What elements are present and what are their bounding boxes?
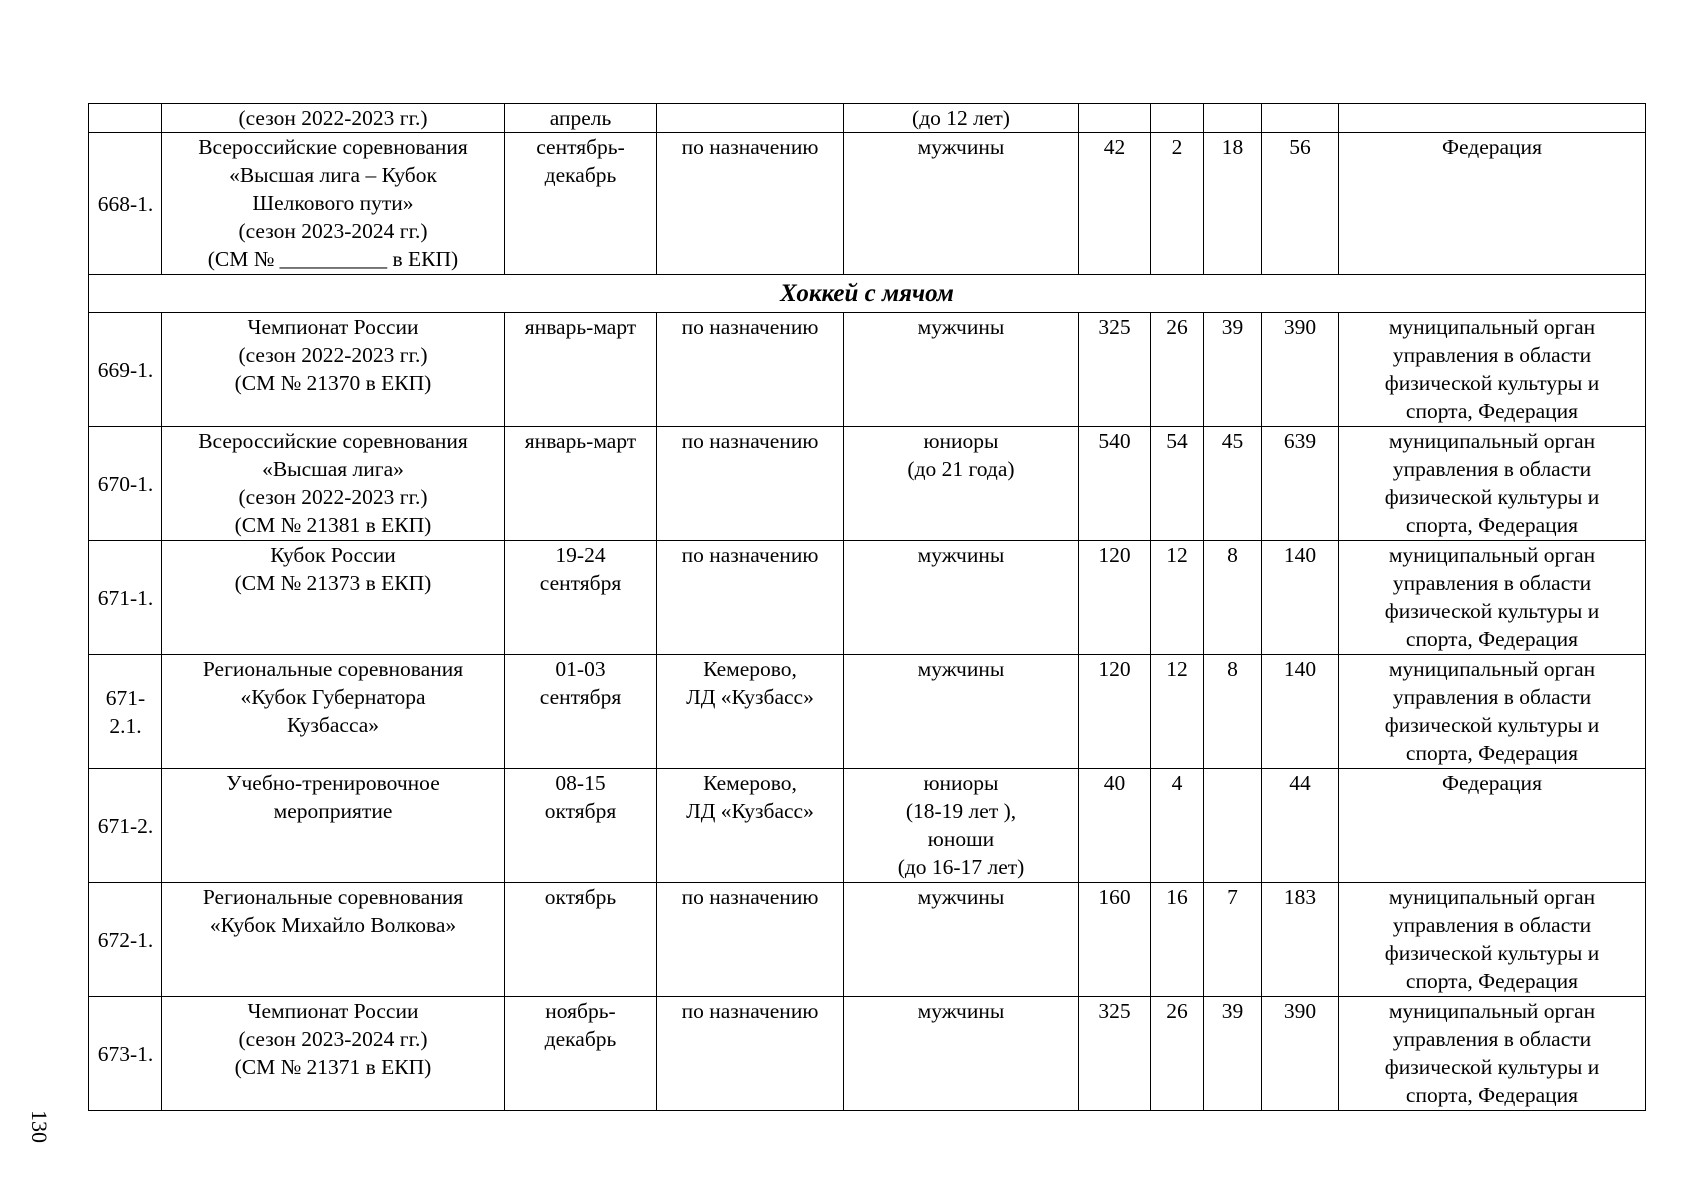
count-cell-c4: 390 — [1262, 313, 1339, 427]
cell-line: сентября — [539, 685, 622, 709]
count-cell-c1: 540 — [1079, 427, 1151, 541]
cell-line: юноши — [927, 827, 995, 851]
count-cell-c4: 44 — [1262, 769, 1339, 883]
cell-line: по назначению — [681, 543, 819, 567]
cell-line: Кузбасса» — [286, 713, 380, 737]
cell-line: «Кубок Михайло Волкова» — [209, 913, 457, 937]
count-cell-c1: 160 — [1079, 883, 1151, 997]
cell-line: (сезон 2022-2023 гг.) — [238, 106, 428, 130]
row-number: 671-1. — [89, 541, 162, 655]
participants-cell — [844, 313, 1079, 427]
place-cell — [657, 104, 844, 133]
cell-line: муниципальный орган — [1388, 543, 1596, 567]
cell-line: Кубок России — [270, 543, 396, 567]
cell-line: сентября — [539, 571, 622, 595]
row-number: 672-1. — [89, 883, 162, 997]
cell-line: октября — [544, 799, 617, 823]
participants-cell — [844, 997, 1079, 1111]
cell-line: муниципальный орган — [1388, 429, 1596, 453]
cell-line: «Кубок Губернатора — [240, 685, 426, 709]
organizer-cell — [1339, 541, 1646, 655]
count-cell-c3: 8 — [1204, 541, 1262, 655]
count-cell-c2: 26 — [1151, 313, 1204, 427]
row-number: 671-2. — [89, 769, 162, 883]
count-cell-c1: 325 — [1079, 313, 1151, 427]
cell-line: Учебно-тренировочное — [226, 771, 440, 795]
cell-line: спорта, Федерация — [1405, 1083, 1579, 1107]
cell-line: юниоры — [923, 771, 999, 795]
organizer-cell — [1339, 883, 1646, 997]
cell-line: муниципальный орган — [1388, 657, 1596, 681]
cell-line: мужчины — [917, 135, 1005, 159]
participants-cell — [844, 427, 1079, 541]
count-cell-c3: 45 — [1204, 427, 1262, 541]
table-row — [89, 541, 1646, 655]
cell-line: январь-март — [524, 315, 637, 339]
cell-line: по назначению — [681, 429, 819, 453]
cell-line: спорта, Федерация — [1405, 513, 1579, 537]
events-table — [88, 103, 1646, 1111]
cell-line: муниципальный орган — [1388, 885, 1596, 909]
count-cell-c4: 140 — [1262, 541, 1339, 655]
cell-line: апрель — [549, 106, 612, 130]
organizer-cell — [1339, 133, 1646, 275]
place-cell — [657, 133, 844, 275]
cell-line: 19-24 — [555, 543, 606, 567]
date-cell — [505, 427, 657, 541]
participants-cell — [844, 883, 1079, 997]
cell-line: (СМ № 21373 в ЕКП) — [234, 571, 432, 595]
cell-line: спорта, Федерация — [1405, 969, 1579, 993]
event-name-cell — [162, 313, 505, 427]
cell-line: Региональные соревнования — [202, 657, 464, 681]
place-cell — [657, 427, 844, 541]
cell-line: физической культуры и — [1384, 1055, 1600, 1079]
cell-line: управления в области — [1392, 1027, 1592, 1051]
cell-line: юниоры — [923, 429, 999, 453]
cell-line: Чемпионат России — [247, 999, 419, 1023]
count-cell-c2: 26 — [1151, 997, 1204, 1111]
cell-line: (СМ № 21371 в ЕКП) — [234, 1055, 432, 1079]
date-cell — [505, 997, 657, 1111]
count-cell-c3: 8 — [1204, 655, 1262, 769]
date-cell — [505, 541, 657, 655]
date-cell — [505, 313, 657, 427]
event-name-cell — [162, 541, 505, 655]
count-cell-c2: 16 — [1151, 883, 1204, 997]
cell-line: ЛД «Кузбасс» — [686, 799, 814, 823]
event-name-cell — [162, 997, 505, 1111]
cell-line: декабрь — [544, 163, 617, 187]
count-cell-c2: 54 — [1151, 427, 1204, 541]
count-cell-c4: 56 — [1262, 133, 1339, 275]
cell-line: ЛД «Кузбасс» — [686, 685, 814, 709]
cell-line: (СМ № 21381 в ЕКП) — [234, 513, 432, 537]
cell-line: (СМ № 21370 в ЕКП) — [234, 371, 432, 395]
count-cell-c1: 42 — [1079, 133, 1151, 275]
count-cell-c1: 325 — [1079, 997, 1151, 1111]
cell-line: мужчины — [917, 315, 1005, 339]
cell-line: (до 12 лет) — [912, 106, 1010, 130]
count-cell-c3: 7 — [1204, 883, 1262, 997]
cell-line: Федерация — [1442, 135, 1542, 159]
count-cell-c4: 183 — [1262, 883, 1339, 997]
count-cell-c2: 12 — [1151, 541, 1204, 655]
section-title: Хоккей с мячом — [89, 275, 1646, 313]
cell-line: (18-19 лет ), — [905, 799, 1017, 823]
cell-line: физической культуры и — [1384, 941, 1600, 965]
event-name-cell — [162, 769, 505, 883]
cell-line: (до 21 года) — [907, 457, 1015, 481]
table-row — [89, 427, 1646, 541]
count-cell-c2: 12 — [1151, 655, 1204, 769]
date-cell — [505, 769, 657, 883]
count-cell-c4: 390 — [1262, 997, 1339, 1111]
place-cell — [657, 883, 844, 997]
cell-line: по назначению — [681, 885, 819, 909]
cell-line: Всероссийские соревнования — [198, 135, 468, 159]
cell-line: (СМ № __________ в ЕКП) — [207, 247, 459, 271]
event-name-cell — [162, 655, 505, 769]
cell-line: физической культуры и — [1384, 599, 1600, 623]
date-cell — [505, 104, 657, 133]
cell-line: мужчины — [917, 999, 1005, 1023]
count-cell-c3: 39 — [1204, 997, 1262, 1111]
place-cell — [657, 997, 844, 1111]
count-cell-c3: 39 — [1204, 313, 1262, 427]
cell-line: управления в области — [1392, 457, 1592, 481]
table-row — [89, 769, 1646, 883]
cell-line: мероприятие — [273, 799, 393, 823]
date-cell — [505, 655, 657, 769]
cell-line: Федерация — [1442, 771, 1542, 795]
organizer-cell — [1339, 313, 1646, 427]
event-name-cell — [162, 883, 505, 997]
organizer-cell — [1339, 104, 1646, 133]
cell-line: «Высшая лига» — [262, 457, 404, 481]
participants-cell — [844, 769, 1079, 883]
organizer-cell — [1339, 655, 1646, 769]
table-row — [89, 655, 1646, 769]
row-number: 668-1. — [89, 133, 162, 275]
cell-line: январь-март — [524, 429, 637, 453]
cell-line: Шелкового пути» — [252, 191, 414, 215]
cell-line: мужчины — [917, 885, 1005, 909]
count-cell-c3 — [1204, 769, 1262, 883]
participants-cell — [844, 655, 1079, 769]
count-cell-c1 — [1079, 104, 1151, 133]
count-cell-c2: 2 — [1151, 133, 1204, 275]
place-cell — [657, 769, 844, 883]
cell-line: «Высшая лига – Кубок — [229, 163, 437, 187]
cell-line: по назначению — [681, 315, 819, 339]
date-cell — [505, 883, 657, 997]
cell-line: управления в области — [1392, 685, 1592, 709]
organizer-cell — [1339, 427, 1646, 541]
section-row — [89, 275, 1646, 313]
cell-line: Региональные соревнования — [202, 885, 464, 909]
cell-line: физической культуры и — [1384, 371, 1600, 395]
cell-line: по назначению — [681, 999, 819, 1023]
cell-line: октябрь — [544, 885, 617, 909]
page-number: 130 — [27, 1110, 52, 1143]
event-name-cell — [162, 104, 505, 133]
cell-line: (сезон 2022-2023 гг.) — [238, 343, 428, 367]
cell-line: муниципальный орган — [1388, 999, 1596, 1023]
cell-line: 08-15 — [555, 771, 606, 795]
participants-cell — [844, 541, 1079, 655]
count-cell-c4: 639 — [1262, 427, 1339, 541]
participants-cell — [844, 133, 1079, 275]
count-cell-c1: 120 — [1079, 655, 1151, 769]
cell-line: спорта, Федерация — [1405, 741, 1579, 765]
count-cell-c3: 18 — [1204, 133, 1262, 275]
count-cell-c4: 140 — [1262, 655, 1339, 769]
event-name-cell — [162, 133, 505, 275]
cell-line: мужчины — [917, 657, 1005, 681]
date-cell — [505, 133, 657, 275]
event-name-cell — [162, 427, 505, 541]
cell-line: декабрь — [544, 1027, 617, 1051]
table-row — [89, 883, 1646, 997]
table-row — [89, 133, 1646, 275]
count-cell-c3 — [1204, 104, 1262, 133]
cell-line: Кемерово, — [703, 771, 797, 795]
cell-line: (до 16-17 лет) — [897, 855, 1025, 879]
cell-line: Всероссийские соревнования — [198, 429, 468, 453]
participants-cell — [844, 104, 1079, 133]
cell-line: Кемерово, — [703, 657, 797, 681]
cell-line: мужчины — [917, 543, 1005, 567]
cell-line: спорта, Федерация — [1405, 399, 1579, 423]
cell-line: ноябрь- — [545, 999, 616, 1023]
table-row — [89, 313, 1646, 427]
cell-line: Чемпионат России — [247, 315, 419, 339]
count-cell-c4 — [1262, 104, 1339, 133]
place-cell — [657, 655, 844, 769]
cell-line: физической культуры и — [1384, 485, 1600, 509]
row-number — [89, 104, 162, 133]
cell-line: физической культуры и — [1384, 713, 1600, 737]
row-number: 670-1. — [89, 427, 162, 541]
organizer-cell — [1339, 997, 1646, 1111]
count-cell-c1: 40 — [1079, 769, 1151, 883]
count-cell-c1: 120 — [1079, 541, 1151, 655]
count-cell-c2 — [1151, 104, 1204, 133]
cell-line: управления в области — [1392, 571, 1592, 595]
count-cell-c2: 4 — [1151, 769, 1204, 883]
cell-line: спорта, Федерация — [1405, 627, 1579, 651]
table-row — [89, 997, 1646, 1111]
cell-line: сентябрь- — [536, 135, 625, 159]
cell-line: по назначению — [681, 135, 819, 159]
cell-line: (сезон 2022-2023 гг.) — [238, 485, 428, 509]
organizer-cell — [1339, 769, 1646, 883]
row-number: 669-1. — [89, 313, 162, 427]
table-row — [89, 104, 1646, 133]
cell-line: (сезон 2023-2024 гг.) — [238, 219, 428, 243]
cell-line: муниципальный орган — [1388, 315, 1596, 339]
row-number: 673-1. — [89, 997, 162, 1111]
cell-line: 01-03 — [555, 657, 606, 681]
cell-line: управления в области — [1392, 343, 1592, 367]
place-cell — [657, 541, 844, 655]
cell-line: (сезон 2023-2024 гг.) — [238, 1027, 428, 1051]
row-number: 671- 2.1. — [89, 655, 162, 769]
cell-line: управления в области — [1392, 913, 1592, 937]
place-cell — [657, 313, 844, 427]
